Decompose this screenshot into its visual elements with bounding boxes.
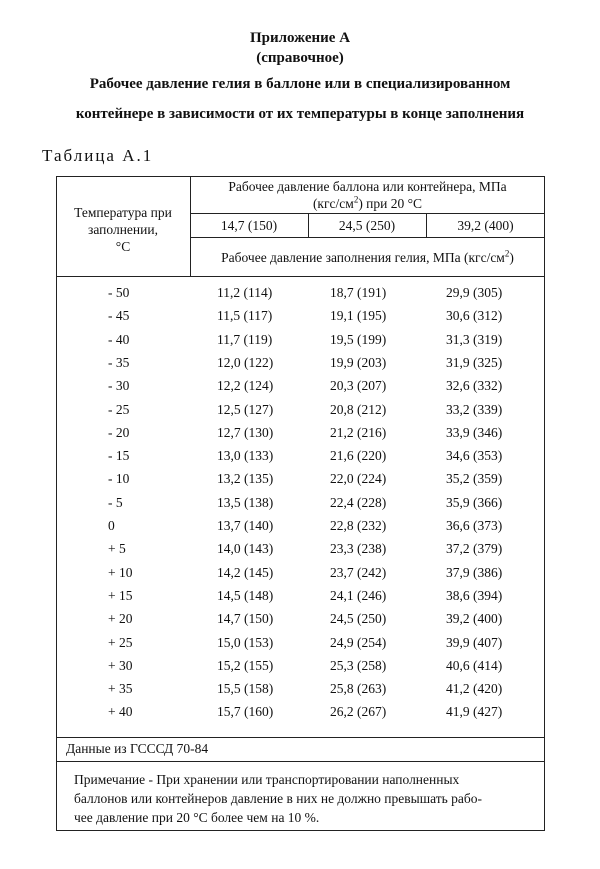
pressure-cell: 29,9 (305): [446, 285, 503, 300]
temperature-cell: + 40: [108, 704, 133, 720]
note-line-2: баллонов или контейнеров давление в них не должно превышать рабо-: [74, 791, 483, 806]
temperature-cell: - 35: [108, 354, 130, 370]
pressure-cell: 35,9 (366): [446, 494, 503, 510]
pressure-cell: 15,0 (153): [217, 634, 274, 650]
divider-data-bottom: [56, 737, 545, 738]
pressure-cell: 13,0 (133): [217, 448, 274, 464]
temperature-cell: - 20: [108, 424, 130, 440]
pressure-cell: 14,2 (145): [217, 564, 274, 580]
pressure-cell: 19,5 (199): [330, 331, 387, 347]
pressure-cell: 20,3 (207): [330, 378, 387, 394]
temperature-cell: + 25: [108, 634, 133, 650]
temperature-cell: - 45: [108, 308, 130, 324]
table-note: [74, 770, 534, 827]
pressure-cell: 37,2 (379): [446, 541, 503, 557]
temperature-cell: 0: [108, 518, 115, 533]
temperature-cell: - 25: [108, 401, 130, 417]
working-pressure-line2: $(кгс/см^2)$ при 20 °С: [312, 194, 423, 211]
fill-pressure-header: Рабочее давление заполнения гелия, МПа $(кгс/см^2)$: [221, 248, 514, 265]
pressure-cell: 38,6 (394): [446, 587, 503, 603]
pressure-cell: 24,5 (250): [330, 611, 387, 627]
source-note: Данные из ГСССД 70-84: [66, 741, 209, 756]
appendix-label: Приложение А: [249, 30, 351, 46]
pressure-cell: 15,5 (158): [217, 681, 274, 697]
pressure-cell: 34,6 (353): [446, 448, 503, 464]
pressure-cell: 24,1 (246): [330, 587, 387, 603]
pressure-cell: 19,9 (203): [330, 354, 387, 370]
pressure-cell: 12,0 (122): [217, 354, 274, 370]
pressure-cell: 31,3 (319): [446, 331, 503, 347]
pressure-cell: 35,2 (359): [446, 471, 503, 487]
pressure-cell: 33,9 (346): [446, 424, 503, 440]
pressure-cell: 20,8 (212): [330, 401, 387, 417]
pressure-cell: 31,9 (325): [446, 354, 503, 370]
pressure-cell: 21,6 (220): [330, 448, 387, 464]
pressure-cell: 22,0 (224): [330, 471, 387, 487]
doc-title-line1: Рабочее давление гелия в баллоне или в специализированном: [89, 76, 511, 92]
pressure-cell: 39,2 (400): [446, 611, 503, 627]
working-pressure-line1: Рабочее давление баллона или контейнера, МПа: [228, 179, 507, 194]
pressure-cell: 19,1 (195): [330, 308, 387, 324]
note-line-3: чее давление при 20 °С более чем на 10 %.: [74, 810, 320, 825]
temperature-cell: + 20: [108, 611, 133, 627]
pressure-cell: 14,7 (150): [217, 611, 274, 627]
divider-header-bottom: [56, 276, 545, 277]
pressure-cell: 14,0 (143): [217, 541, 274, 557]
pressure-cell: 41,2 (420): [446, 681, 503, 697]
doc-title-line2: контейнере в зависимости от их температуры в конце заполнения: [75, 106, 525, 122]
pressure-cell: 22,4 (228): [330, 494, 387, 510]
pressure-cell: 15,7 (160): [217, 704, 274, 720]
temperature-cell: + 15: [108, 587, 133, 603]
pressure-cell: 14,5 (148): [217, 587, 274, 603]
pressure-cell: 13,7 (140): [217, 518, 274, 533]
pressure-cell: 40,6 (414): [446, 657, 503, 673]
temperature-cell: - 30: [108, 378, 130, 394]
pressure-cell: 15,2 (155): [217, 657, 274, 673]
temp-head-line1: Температура при: [74, 205, 172, 220]
pressure-col-2: 24,5 (250): [338, 218, 396, 233]
note-line-1: Примечание - При хранении или транспортировании наполненных: [74, 772, 460, 787]
working-pressure-header: [190, 178, 545, 212]
pressure-cell: 13,2 (135): [217, 471, 274, 487]
temperature-cell: + 35: [108, 681, 133, 697]
pressure-cell: 39,9 (407): [446, 634, 503, 650]
pressure-cell: 24,9 (254): [330, 634, 387, 650]
temp-head-line2: заполнении,: [88, 222, 158, 237]
temp-head-unit: °С: [115, 239, 131, 254]
pressure-cell: 25,3 (258): [330, 657, 387, 673]
pressure-cell: 12,7 (130): [217, 424, 274, 440]
pressure-cell: 30,6 (312): [446, 308, 503, 324]
table-caption: Таблица А.1: [42, 146, 154, 165]
temperature-cell: + 10: [108, 564, 133, 580]
temperature-cell: - 50: [108, 285, 130, 300]
pressure-cell: 32,6 (332): [446, 378, 503, 394]
temperature-cell: - 5: [108, 494, 123, 510]
pressure-col-3: 39,2 (400): [457, 218, 514, 233]
pressure-cell: 12,2 (124): [217, 378, 274, 394]
pressure-cell: 18,7 (191): [330, 285, 387, 300]
temperature-cell: + 30: [108, 657, 133, 673]
divider-header-1: [190, 213, 545, 214]
pressure-cell: 36,6 (373): [446, 518, 503, 533]
temperature-cell: - 10: [108, 471, 130, 487]
divider-source-bottom: [56, 761, 545, 762]
pressure-cell: 13,5 (138): [217, 494, 274, 510]
pressure-cell: 23,7 (242): [330, 564, 387, 580]
pressure-cell: 33,2 (339): [446, 401, 503, 417]
pressure-cell: 37,9 (386): [446, 564, 503, 580]
appendix-status: (справочное): [256, 50, 344, 66]
pressure-cell: 23,3 (238): [330, 541, 387, 557]
temperature-cell: - 15: [108, 448, 130, 464]
pressure-cell: 12,5 (127): [217, 401, 274, 417]
divider-header-2: [190, 237, 545, 238]
temperature-cell: + 5: [108, 541, 126, 557]
pressure-cell: 21,2 (216): [330, 424, 387, 440]
temperature-cell: - 40: [108, 331, 130, 347]
pressure-cell: 41,9 (427): [446, 704, 503, 720]
pressure-cell: 11,5 (117): [217, 308, 273, 324]
pressure-cell: 11,7 (119): [217, 331, 273, 347]
pressure-cell: 25,8 (263): [330, 681, 387, 697]
pressure-cell: 22,8 (232): [330, 518, 387, 533]
pressure-cell: 26,2 (267): [330, 704, 387, 720]
temp-column-header: [56, 204, 190, 255]
pressure-col-1: 14,7 (150): [220, 218, 278, 233]
pressure-cell: 11,2 (114): [217, 285, 273, 300]
